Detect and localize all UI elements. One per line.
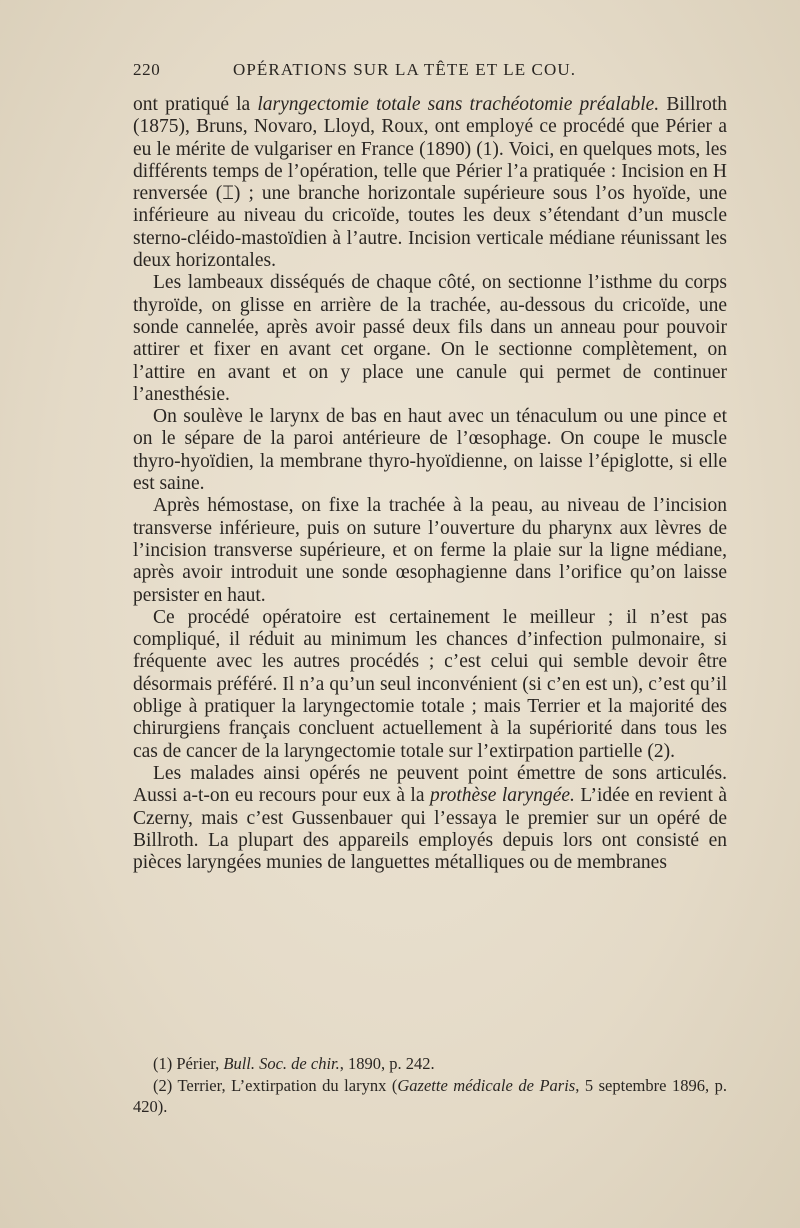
paragraph-6-text-b: L’idée en revient à Czerny, mais c’est Gussenbauer qui l’essaya le premier sur un opéré de Billroth. La plupart des appareils employés depuis lors ont consisté en pièces laryngées munies de languettes métalliques ou de membranes <box>133 785 728 874</box>
paragraph-5: Ce procédé opératoire est certainement le meilleur ; il n’est pas compliqué, il réduit au minimum les chances d’infection pulmonaire, si fréquente avec les autres procédés ; c’est celui qui semble devoir être désormais préféré. Il n’a qu’un seul inconvénient (si c’en est un), c’est qu’il oblige à pratiquer la laryngectomie totale ; mais Terrier et la majorité des chirurgiens français concluent actuellement à la supériorité dans tous les cas de cancer de la laryngectomie totale sur l’extirpation partielle (2). <box>133 606 727 762</box>
footnote-2 <box>133 1075 727 1118</box>
paragraph-1-text-a: ont pratiqué la <box>133 94 258 115</box>
footnote-1 <box>133 1053 727 1075</box>
footnote-2-text-a: (2) Terrier, L’extirpation du larynx ( <box>153 1075 398 1095</box>
footnote-1-text-b: , 1890, p. 242. <box>339 1054 435 1073</box>
paragraph-1-emphasis: laryngectomie totale sans trachéotomie préalable. <box>257 94 660 115</box>
paragraph-6-text-a: Les malades ainsi opérés ne peuvent point émettre de sons articulés. Aussi a-t-on eu recours pour eux à la <box>133 762 727 807</box>
paragraph-2: Les lambeaux disséqués de chaque côté, on sectionne l’isthme du corps thyroïde, on glisse en arrière de la trachée, au-dessous du cricoïde, une sonde cannelée, après avoir passé deux fils dans un anneau pour pouvoir attirer et fixer en avant cet organe. On le sectionne complètement, on l’attire en avant et on y place une canule qui permet de continuer l’anesthésie. <box>133 272 727 405</box>
paragraph-3: On soulève le larynx de bas en haut avec un ténaculum ou une pince et on le sépare de la paroi antérieure de l’œsophage. On coupe le muscle thyro-hyoïdien, la membrane thyro-hyoïdienne, on laisse l’épiglotte, si elle est saine. <box>133 406 727 495</box>
main-text <box>133 94 727 874</box>
paragraph-6 <box>133 763 727 874</box>
footnote-1-emphasis: Bull. Soc. de chir. <box>223 1054 340 1073</box>
footnotes <box>133 1053 727 1118</box>
running-title: OPÉRATIONS SUR LA TÊTE ET LE COU. <box>233 60 577 79</box>
paragraph-1-text-b: Billroth (1875), Bruns, Novaro, Lloyd, Roux, ont employé ce procédé que Périer a eu le mérite de vulgariser en France (1890) (1). Voici, en quelques mots, les différents temps de l’opération, telle que Périer l’a pratiquée : Incision en H renversée (⌶) ; une branche horizontale supérieure sous l’os hyoïde, une inférieure au niveau du cricoïde, toutes les deux s’étendant d’un muscle sterno-cléido-mastoïdien à l’autre. Incision verticale médiane réunissant les deux horizontales. <box>133 94 727 272</box>
paragraph-6-emphasis: prothèse laryngée. <box>429 785 575 807</box>
footnote-2-text-b: , 5 septembre 1896, p. 420). <box>133 1075 727 1116</box>
paragraph-4: Après hémostase, on fixe la trachée à la peau, au niveau de l’incision transverse inférieure, puis on suture l’ouverture du pharynx aux lèvres de l’incision transverse supérieure, et on ferme la plaie sur la ligne médiane, après avoir introduit une sonde œsophagienne dans l’orifice qu’on laisse persister en haut. <box>133 495 727 606</box>
footnote-2-emphasis: Gazette médicale de Paris <box>397 1075 576 1095</box>
paragraph-1 <box>133 94 727 272</box>
footnote-1-text-a: (1) Périer, <box>153 1054 224 1073</box>
page-number: 220 <box>133 60 161 79</box>
